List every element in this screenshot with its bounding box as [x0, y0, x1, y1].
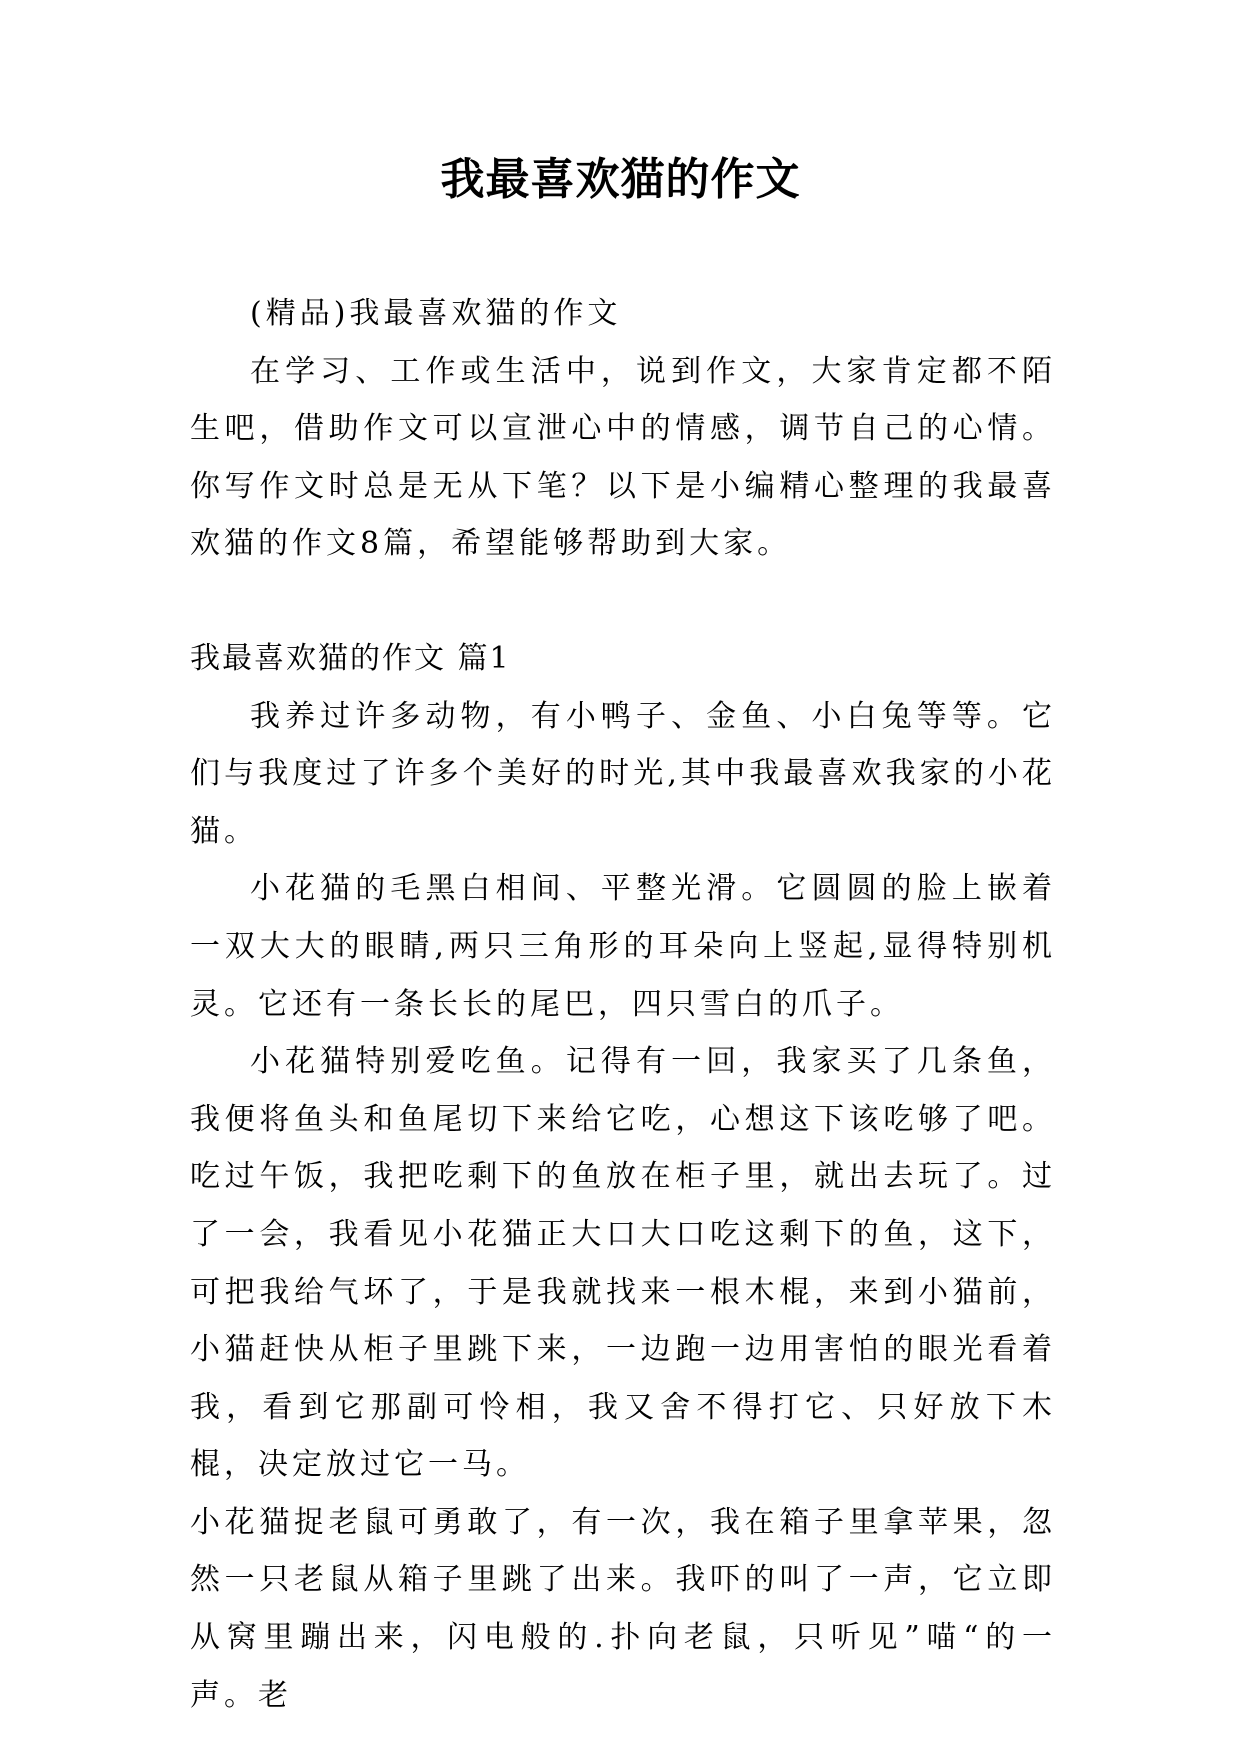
- section-paragraph: 我养过许多动物，有小鸭子、金鱼、小白兔等等。它们与我度过了许多个美好的时光,其中我最喜欢我家的小花猫。: [190, 698, 1056, 849]
- section-paragraph: 小花猫捉老鼠可勇敢了，有一次，我在箱子里拿苹果，忽然一只老鼠从箱子里跳了出来。我吓的叫了一声，它立即从窝里蹦出来，闪电般的.扑向老鼠，只听见”喵“的一声。老: [190, 1504, 1056, 1713]
- section-paragraph: 小花猫特别爱吃鱼。记得有一回，我家买了几条鱼，我便将鱼头和鱼尾切下来给它吃，心想这下该吃够了吧。吃过午饭，我把吃剩下的鱼放在柜子里，就出去玩了。过了一会，我看见小花猫正大口大口吃这剩下的鱼，这下，可把我给气坏了，于是我就找来一根木棍，来到小猫前，小猫赶快从柜子里跳下来，一边跑一边用害怕的眼光看着我，看到它那副可怜相，我又舍不得打它、只好放下木棍，决定放过它一马。: [190, 1044, 1056, 1483]
- document-title: 我最喜欢猫的作文: [440, 154, 801, 205]
- section-paragraph: 小花猫的毛黑白相间、平整光滑。它圆圆的脸上嵌着一双大大的眼睛,两只三角形的耳朵向上竖起,显得特别机灵。它还有一条长长的尾巴，四只雪白的爪子。: [190, 871, 1056, 1022]
- section-heading: 我最喜欢猫的作文 篇1: [190, 640, 511, 676]
- intro-paragraph: 在学习、工作或生活中，说到作文，大家肯定都不陌生吧，借助作文可以宣泄心中的情感，调节自己的心情。你写作文时总是无从下笔？以下是小编精心整理的我最喜欢猫的作文8篇，希望能够帮助到大家。: [190, 353, 1056, 562]
- document-body: [190, 285, 1056, 1724]
- document-subtitle: (精品)我最喜欢猫的作文: [250, 296, 622, 331]
